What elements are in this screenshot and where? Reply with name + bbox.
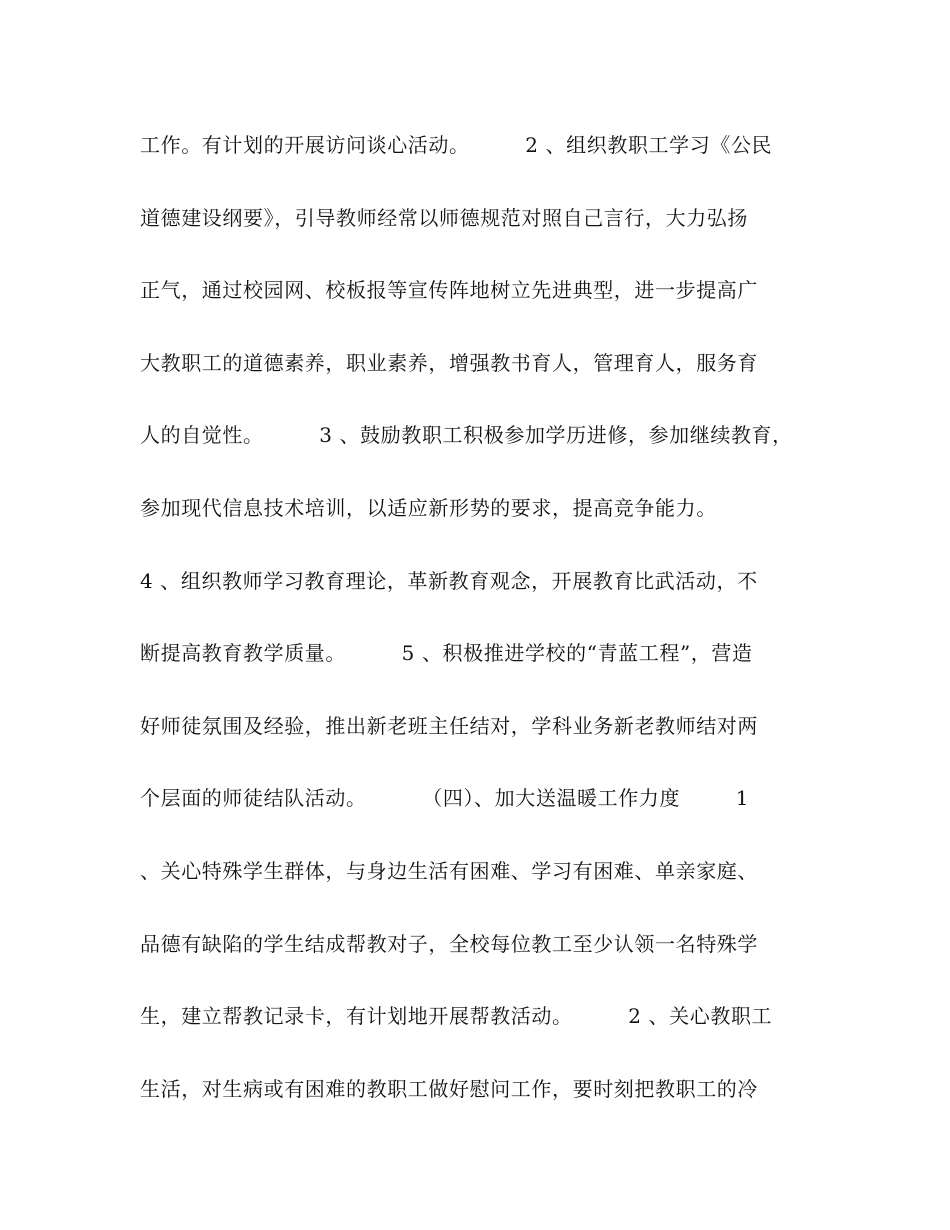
text-line: 大教职工的道德素养，职业素养，增强教书育人，管理育人，服务育 (140, 350, 758, 375)
text-line: 生，建立帮教记录卡，有计划地开展帮教活动。 2 、关心教职工 (140, 1004, 773, 1029)
text-line: 正气，通过校园网、校板报等宣传阵地树立先进典型，进一步提高广 (140, 278, 758, 303)
text-line: 个层面的师徒结队活动。 （四）、加大送温暖工作力度 1 (140, 786, 750, 811)
text-line: 、关心特殊学生群体，与身边生活有困难、学习有困难、单亲家庭、 (140, 858, 758, 883)
text-line: 4 、组织教师学习教育理论，革新教育观念，开展教育比武活动，不 (140, 568, 758, 593)
text-line: 道德建设纲要》，引导教师经常以师德规范对照自己言行，大力弘扬 (140, 205, 748, 230)
text-line: 好师徒氛围及经验，推出新老班主任结对，学科业务新老教师结对两 (140, 713, 758, 738)
text-line: 工作。有计划的开展访问谈心活动。 2 、组织教职工学习《公民 (140, 133, 773, 157)
text-line: 品德有缺陷的学生结成帮教对子，全校每位教工至少认领一名特殊学 (140, 931, 758, 956)
text-line: 断提高教育教学质量。 5 、积极推进学校的“青蓝工程”，营造 (140, 641, 753, 666)
text-line: 生活，对生病或有困难的教职工做好慰问工作，要时刻把教职工的冷 (140, 1076, 758, 1101)
text-line: 参加现代信息技术培训，以适应新形势的要求，提高竞争能力。 (140, 495, 717, 520)
body-text (140, 127, 840, 1143)
text-line: 人的自觉性。 3 、鼓励教职工积极参加学历进修，参加继续教育， (140, 423, 793, 448)
